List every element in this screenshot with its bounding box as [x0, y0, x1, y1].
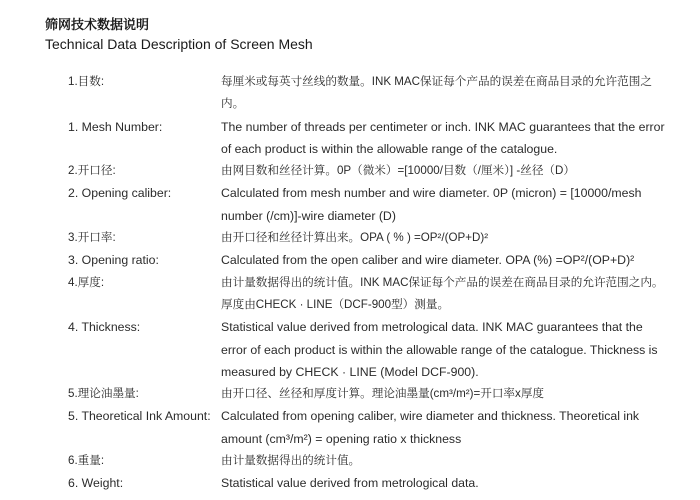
spec-label: 6.重量:	[68, 454, 105, 468]
spec-text: 由网目数和丝径计算。0P（微米）=[10000/目数（/厘米）] -丝径（D）	[221, 164, 575, 178]
spec-text: The number of threads per centimeter or inch. INK MAC guarantees that the error of each product is within the allowable range of the catalogue.	[221, 119, 665, 156]
spec-label: 5.理论油墨量:	[68, 387, 139, 401]
spec-row-mesh-number-cn	[68, 71, 668, 116]
spec-label: 1. Mesh Number:	[68, 119, 163, 134]
spec-row-thickness-en	[68, 316, 668, 383]
spec-text: Calculated from mesh number and wire diameter. 0P (micron) = [10000/mesh number (/cm)]-wire diameter (D)	[221, 186, 642, 223]
spec-text: Statistical value derived from metrological data. INK MAC guarantees that the error of each product is within the allowable range of the catalogue. Thickness is measured by CHECK · LINE (Model DCF-900).	[221, 320, 658, 379]
spec-label: 5. Theoretical Ink Amount:	[68, 409, 211, 424]
spec-row-opening-caliber-en	[68, 182, 668, 227]
spec-label: 4. Thickness:	[68, 320, 141, 335]
spec-label: 3.开口率:	[68, 231, 116, 245]
spec-row-ink-amount-cn	[68, 383, 668, 405]
spec-row-weight-cn	[68, 450, 668, 472]
spec-row-opening-caliber-cn	[68, 160, 668, 182]
spec-list	[68, 71, 668, 495]
spec-row-opening-ratio-en	[68, 249, 668, 271]
spec-row-thickness-cn	[68, 272, 668, 317]
spec-text: 每厘米或每英寸丝线的数量。INK MAC保证每个产品的误差在商品目录的允许范围之内。	[221, 75, 652, 111]
spec-row-weight-en	[68, 472, 668, 494]
spec-text: Calculated from the open caliber and wire diameter. OPA (%) =OP²/(OP+D)²	[221, 253, 635, 268]
spec-text: Statistical value derived from metrological data.	[221, 476, 479, 491]
spec-row-opening-ratio-cn	[68, 227, 668, 249]
spec-text: 由计量数据得出的统计值。INK MAC保证每个产品的误差在商品目录的允许范围之内。厚度由CHECK · LINE（DCF-900型）测量。	[221, 275, 664, 311]
spec-text: 由开口径和丝径计算出来。OPA ( % ) =OP²/(OP+D)²	[221, 231, 489, 245]
spec-label: 1.目数:	[68, 75, 105, 88]
spec-text: 由计量数据得出的统计值。	[221, 454, 361, 468]
spec-text: 由开口径、丝径和厚度计算。理论油墨量(cm³/m²)=开口率x厚度	[221, 387, 545, 401]
page-title-english: Technical Data Description of Screen Mesh	[45, 36, 313, 52]
spec-label: 2.开口径:	[68, 164, 116, 178]
spec-label: 4.厚度:	[68, 275, 105, 289]
spec-label: 6. Weight:	[68, 476, 124, 491]
page-title-chinese: 筛网技术数据说明	[45, 17, 150, 32]
spec-row-ink-amount-en	[68, 405, 668, 450]
spec-label: 2. Opening caliber:	[68, 186, 172, 201]
spec-text: Calculated from opening caliber, wire diameter and thickness. Theoretical ink amount (cm³/m²) = opening ratio x thickness	[221, 409, 640, 446]
spec-row-mesh-number-en	[68, 116, 668, 161]
spec-label: 3. Opening ratio:	[68, 253, 159, 268]
